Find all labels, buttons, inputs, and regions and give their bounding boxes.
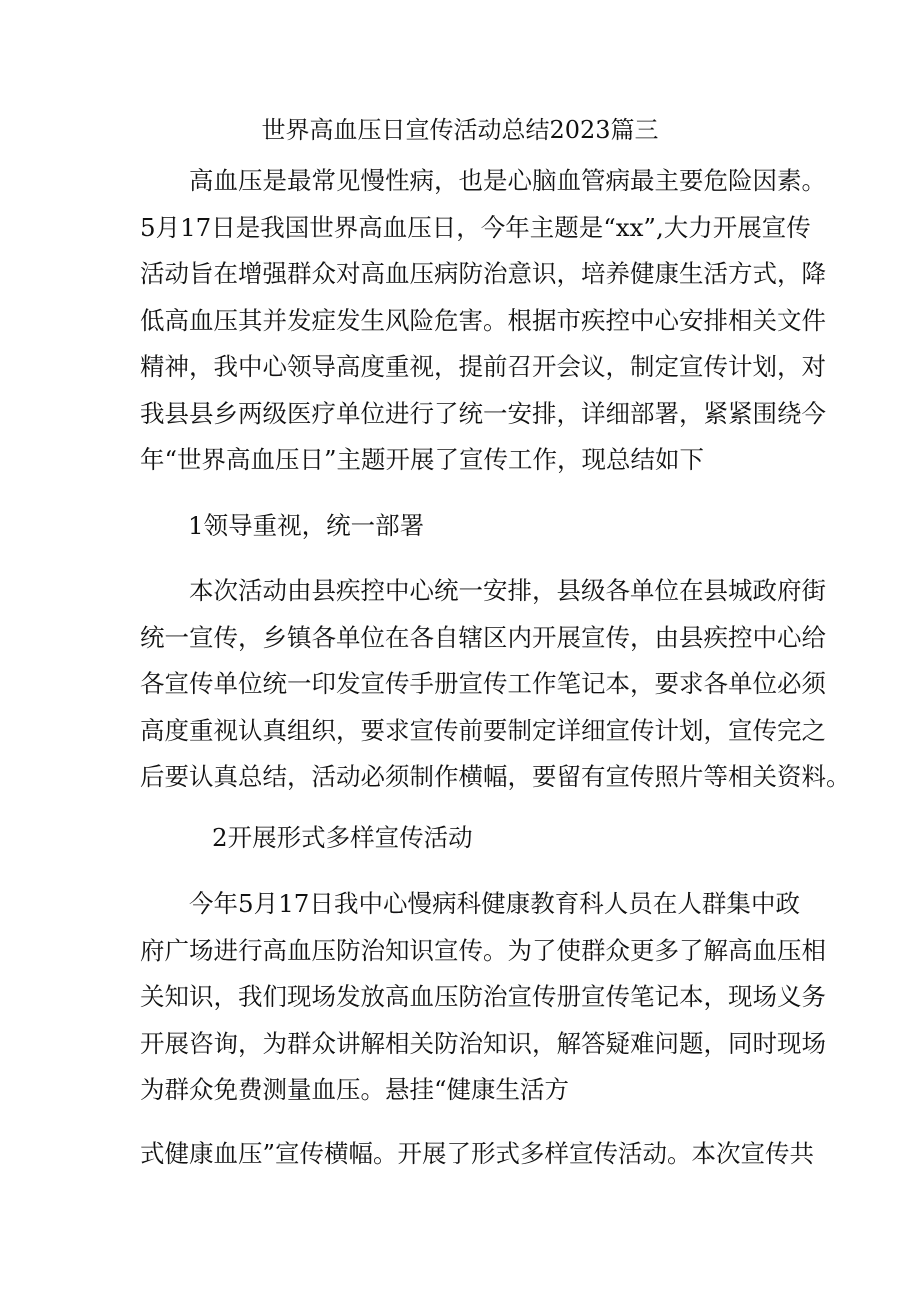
section-heading-1: 1领导重视，统一部署 (188, 511, 425, 540)
text-line: 开展咨询，为群众讲解相关防治知识，解答疑难问题，同时现场 (140, 1028, 826, 1058)
text-line: 5月17日是我国世界高血压日，今年主题是“xx”,大力开展宣传 (140, 212, 811, 242)
text-line: 活动旨在增强群众对高血压病防治意识，培养健康生活方式，降 (140, 259, 826, 288)
text-line: 为群众免费测量血压。悬挂“健康生活方 (140, 1075, 570, 1104)
document-title: 世界高血压日宣传活动总结2023篇三 (261, 116, 659, 144)
text-line: 关知识，我们现场发放高血压防治宣传册宣传笔记本，现场义务 (140, 982, 826, 1011)
text-line: 统一宣传，乡镇各单位在各自辖区内开展宣传，由县疾控中心给 (140, 622, 826, 652)
paragraph-intro (140, 158, 826, 484)
text-line: 高血压是最常见慢性病，也是心脑血管病最主要危险因素。 (189, 166, 826, 195)
text-line: 后要认真总结，活动必须制作横幅，要留有宣传照片等相关资料。 (140, 762, 851, 791)
paragraph-continued (140, 1131, 815, 1178)
text-line: 府广场进行高血压防治知识宣传。为了使群众更多了解高血压相 (140, 935, 826, 965)
text-line: 年“世界高血压日”主题开展了宣传工作，现总结如下 (140, 445, 705, 474)
paragraph-activities (140, 881, 826, 1114)
text-line: 各宣传单位统一印发宣传手册宣传工作笔记本，要求各单位必须 (140, 669, 826, 698)
section-heading-2: 2开展形式多样宣传活动 (212, 823, 473, 852)
text-line: 高度重视认真组织，要求宣传前要制定详细宣传计划，宣传完之 (140, 715, 826, 745)
text-line: 式健康血压”宣传横幅。开展了形式多样宣传活动。本次宣传共 (140, 1139, 815, 1168)
text-line: 低高血压其并发症发生风险危害。根据市疾控中心安排相关文件 (140, 305, 826, 335)
paragraph-leadership (140, 568, 851, 801)
text-line: 精神，我中心领导高度重视，提前召开会议，制定宣传计划，对 (140, 352, 826, 381)
text-line: 今年5月17日我中心慢病科健康教育科人员在人群集中政 (189, 889, 800, 918)
text-line: 本次活动由县疾控中心统一安排，县级各单位在县城政府街 (189, 576, 826, 605)
text-line: 我县县乡两级医疗单位进行了统一安排，详细部署，紧紧围绕今 (140, 398, 826, 428)
